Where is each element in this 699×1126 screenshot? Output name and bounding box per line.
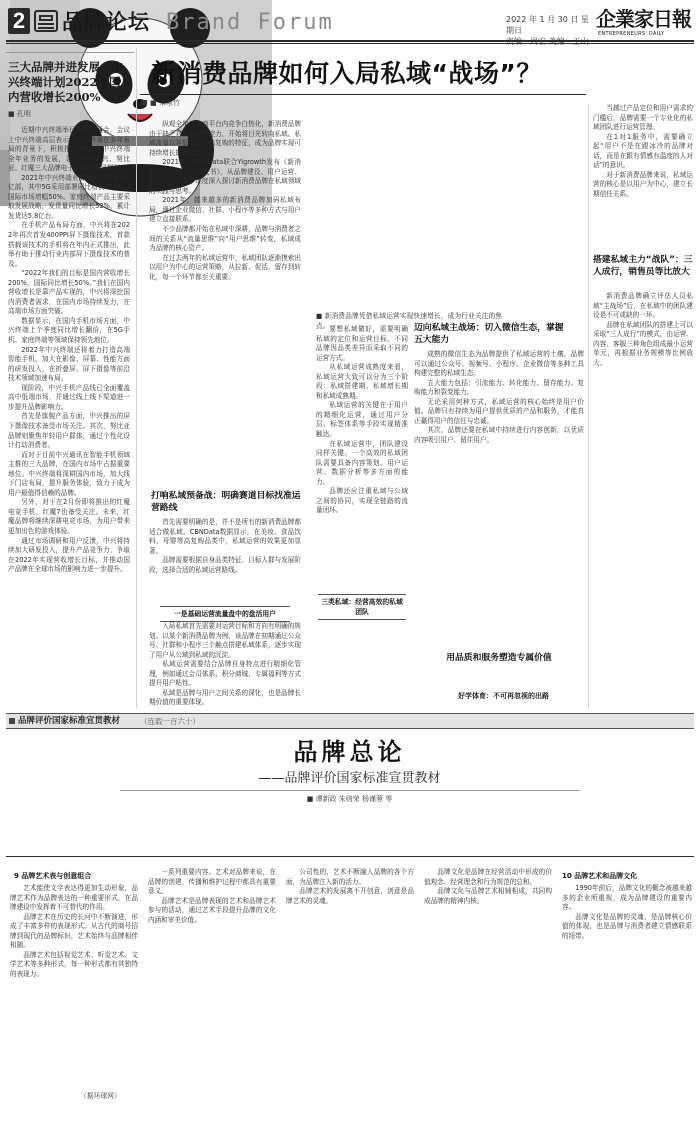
paragraph: 品牌艺术包括视觉艺术、听觉艺术、文学艺术等多种形式，每一种形式都有其独特的表现力。	[10, 950, 138, 978]
paragraph: 2021年中兴终端业务全年出货量超1亿部，其中5G采用部署同比增长150%，国际市场增幅50%。家庭终端产品主要采取发展战略，发货量同比增长52%，累计发货达5.8亿台。	[8, 173, 130, 220]
column-divider	[588, 104, 589, 708]
sidebar-author: ■ 孔明	[8, 110, 31, 118]
paragraph: 无论采用何种方式，私域运营的核心始终是用户价值。品牌只有持续为用户提供优质的产品和服务，才能真正赢得用户的信任与忠诚。	[414, 397, 584, 425]
paragraph: “2022年我们的目标是国内营收增长200%，国际同比增长50%。”我们在国内营收增长是靠产品实现的，中兴将深挖国内消费者需求，在国内市场持续发力，在高端市场方面突破。	[8, 269, 130, 316]
paragraph: 不少品牌都开始在私域中深耕，品牌与消费者之间的关系从“流量思维”向“用户思维”转变，私域成为品牌的核心资产。	[149, 225, 301, 253]
bottom-column-2	[148, 868, 276, 1118]
section-title: 品牌论坛	[62, 10, 150, 34]
photo-caption: ■ 新消费品牌凭借私域运营实现快速增长，成为行业关注的焦点。	[316, 312, 502, 330]
article-byline: ■ 宋寒竹	[150, 99, 180, 107]
sidebar-headline: 三大品牌并进发展，中兴终端计划2022年国内营收增长200%	[8, 60, 123, 104]
paragraph: 通过市场调研和用户反馈，中兴将持续加大研发投入，提升产品竞争力，争取在2022年实现营收增长目标，并推动国产品牌在全球市场的影响力进一步提升。	[8, 536, 130, 574]
paragraph: 2022年中兴终端还将着力打造高端智能手机，加大在影像、屏幕、性能方面的研发投入，在折叠屏、屏下摄像等前沿技术领域加速布局。	[8, 345, 130, 383]
subhead-4: 用品质和服务塑造专属价值	[446, 653, 552, 663]
paragraph: 数据显示，在国内手机市场方面，中兴终端上个季度同比增长翻倍，在5G手机、家庭终端等领域保持领先地位。	[8, 316, 130, 345]
issue-weekday: 星期日	[506, 15, 589, 35]
page-number: 2	[8, 8, 30, 34]
bottom-column-4	[424, 868, 552, 1118]
subhead-1: 打响私域预备战：明确赛道目标找准运营路线	[151, 491, 301, 513]
paragraph: 1990年前后，品牌文化的概念被越来越多的企业所重视，成为品牌建设的重要内容。	[562, 884, 692, 912]
paragraph: 品牌文化是品牌的灵魂，是品牌核心价值的体现，也是品牌与消费者建立情感联系的纽带。	[562, 912, 692, 940]
bottom-rule	[6, 856, 694, 857]
paragraph: 私域运营的关键在于用户的精细化运营，通过用户分层、标签体系等手段实现精准触达。	[316, 401, 408, 439]
article-column-1	[149, 120, 301, 472]
paragraph: 新消费品牌确立评估人员私域“主战场”后，在私域中的团队建设是不可或缺的一环。	[593, 292, 693, 320]
paragraph: 成熟的微信生态为品牌提供了私域运营的土壤。品牌可以通过公众号、视频号、小程序、企业微信等多种工具构建完整的私域生态。	[414, 350, 584, 378]
article-column-4	[414, 350, 584, 570]
paragraph: 对于新消费品牌来说，私域运营的核心是以用户为中心，建立长期信任关系。	[593, 170, 693, 198]
subhead-5: 好学体育：不可再忽视的出路	[458, 692, 549, 700]
paragraph: 品牌需要根据自身品类特征、目标人群与发展阶段，选择合适的私域运营路线。	[149, 556, 301, 574]
article-title: 新消费品牌如何入局私域“战场”？	[151, 59, 542, 88]
paragraph: 品牌文化是品牌在经营活动中形成的价值观念、经营理念和行为规范的总和。	[424, 868, 552, 886]
paragraph: 其次，品牌还要在私域中持续进行内容创新，以优质内容吸引用户、留住用户。	[414, 426, 584, 444]
bottom-col1-head: 9 品牌艺术表与创意组合	[14, 872, 92, 880]
paragraph: 首先需要明确的是，并不是所有的新消费品牌都适合做私域。CBNData数据显示，在美妆、食品饮料、母婴等高复购品类中，私域运营的效果更加显著。	[149, 518, 301, 555]
paragraph: 品牌艺术是品牌表现的艺术和品牌艺术参与的活动，通过艺术手段提升品牌的文化内涵和审美价值。	[148, 896, 276, 924]
paragraph: 五大能力包括：引流能力、转化能力、留存能力、复购能力和裂变能力。	[414, 378, 584, 397]
paragraph: 首先是旗舰产品方面，中兴推出的屏下摄像技术备受市场关注。其次，努比亚品牌则聚焦年轻用户群体，通过个性化设计打动消费者。	[8, 412, 130, 450]
subhead-3: 搭建私域主力“战队”：三人成行，销售员等比放大	[593, 255, 693, 277]
series-banner-issue: （连载一百六十）	[140, 717, 200, 726]
bottom-col5-head: 10 品牌艺术和品牌文化	[562, 872, 638, 880]
paragraph: 品牌还应注重私域与公域之间的协同，实现全链路的流量闭环。	[316, 487, 408, 515]
paragraph: 品牌文化与品牌艺术相辅相成，共同构成品牌的精神内核。	[424, 887, 552, 905]
pull-quote-1: 一是基础运营流量盘中的盘活用户	[160, 606, 290, 622]
paragraph: 近期中兴终端举行媒体沟通会，会议上中兴终端高层表示，中兴终端在多年布局的背景下，积极推进2022年中兴终端全年业务的发展，以及数字中兴、努比亚、红魔三大品牌电子品牌的发展规划。	[8, 126, 130, 173]
bottom-column-3	[286, 868, 414, 1118]
paragraph: 在手机产品布局方面，中兴将在2022年再次首发400PPI屏下摄像技术，首款搭载该技术的手机将在年内正式推出，此举有助于推动行业内部屏下摄像技术的普及。	[8, 221, 130, 268]
paragraph: 现阶段，中兴手机产品线已全面覆盖高中低端市场，并通过线上线下渠道进一步提升品牌影响力。	[8, 383, 130, 411]
section-title-en: Brand Forum	[166, 10, 334, 35]
article-column-2	[149, 622, 301, 708]
title-rule	[120, 790, 580, 791]
paragraph: 私域是品牌与用户之间关系的深化，也是品牌长期价值的重要体现。	[149, 688, 301, 707]
series-subtitle: ——品牌评价国家标准宣贯教材	[258, 771, 441, 786]
paragraph: 品牌艺术在历史的长河中不断演进，形成了丰富多样的表现形式。从古代的商号招牌到现代的品牌标识，艺术始终与品牌相伴相随。	[10, 912, 138, 950]
series-title: 品牌总论	[293, 738, 406, 766]
byline-marker	[142, 100, 147, 105]
paragraph: 当越过产品定位和用户需求的门槛后，品牌需要一个专业化的私域团队进行运营管理。	[593, 104, 693, 132]
paragraph: 在过去两年的私域运营中，私域团队逐渐摸索出以用户为中心的运营策略，从拉新、促活、留存到转化，每一个环节都至关重要。	[149, 253, 301, 281]
column-divider	[136, 48, 137, 708]
paragraph: 纵观全年，电商平台内竞争白热化，新消费品牌由于缺乏对流量的把控力，开始将目光转向私域。私域流量以其低成本、高复购的特征，成为品牌实现可持续增长的重要方式。	[149, 120, 301, 157]
pull-quote-2: 三类私域：经营高效的私域团队	[318, 594, 406, 620]
banner-marker	[9, 718, 15, 724]
byline-rule	[140, 94, 586, 95]
series-banner-title: 品牌评价国家标准宣贯教材	[18, 716, 121, 726]
paragraph: 私域运营需要结合品牌自身特点进行精细化管理，例如通过会员体系、积分商城、专属福利等方式提升用户粘性。	[149, 660, 301, 688]
paragraph: 而对于目前中兴通讯在智能手机领域主推的三大品牌，在国内市场中占据重要地位。中兴终端将深耕国内市场，加大线下门店布局，提升服务体验，致力于成为用户最值得信赖的品牌。	[8, 450, 130, 497]
paragraph: 在私域运营中，团队建设同样关键。一个高效的私域团队需要具备内容策划、用户运营、数据分析等多方面的能力。	[316, 439, 408, 486]
article-column-5	[593, 104, 693, 254]
paragraph: 品牌在私域团队的搭建上可以采取“三人成行”的模式，由运营、内容、客服三种角色组成最小运营单元，再根据业务规模等比例放大。	[593, 320, 693, 367]
paragraph: 2021年，CBNData联合Yigrowth发布《新消费品牌私域运营白皮书》，从品牌建设、用户运营、数据分析等多个维度深入探讨新消费品牌在私域领域的实践与思考。	[149, 158, 301, 195]
paragraph: 2021年，越来越多的新消费品牌加码私域布局，通过企业微信、社群、小程序等多种方式与用户建立直接联系。	[149, 196, 301, 224]
paragraph: 要想私域做好，需要明确私域的定位和运营目标，不同品牌因品类差异而采取不同的运营方式。	[316, 325, 408, 362]
article-column-5b	[593, 292, 693, 708]
article-column-1b	[149, 518, 301, 606]
paragraph: 公司性的，艺术不断融入品牌的各个方面，为品牌注入新的活力。	[286, 868, 414, 886]
subhead-2: 迈向私域主战场：切入微信生态，掌握五大能力	[414, 323, 564, 345]
paragraph: 艺术能使文字表达得更加生动形象，品牌艺术作为品牌表达的一种重要形式，在品牌建设中发挥着不可替代的作用。	[10, 884, 138, 912]
paragraph: 另外，对于在2月份即将推出的红魔电竞手机，红魔7也备受关注。未来，红魔品牌将继续深耕电竞市场，为用户带来更加出色的游戏体验。	[8, 498, 130, 535]
issue-date: 2022 年 1 月 30 日	[506, 15, 579, 24]
sidebar-rule	[6, 52, 134, 53]
paragraph: 入局私域首先需要对运营目标和方向有明确的规划。以某个新消费品牌为例，该品牌在初期通过公众号、社群和小程序三个触点搭建私域体系，逐步实现了用户从公域到私域的沉淀。	[149, 622, 301, 659]
paper-name: 企業家日報	[596, 7, 691, 31]
masthead-rule-thin	[6, 43, 694, 44]
paragraph: 在1对1服务中，需要确立起“用户不是在跟冰冷的品牌对话，而是在跟有情感有温度的人对话”的意识。	[593, 132, 693, 170]
paper-name-en: ENTREPRENEURS' DAILY	[598, 31, 665, 37]
section-logo-icon	[34, 10, 58, 32]
paragraph: 品牌艺术的发展离不开创意，创意是品牌艺术的灵魂。	[286, 887, 414, 905]
article-column-3	[316, 325, 408, 705]
paragraph: 从私域运营成熟度来看，私域运营大致可以分为三个阶段：私域搭建期、私域增长期和私域成熟期。	[316, 363, 408, 400]
series-authors: ■ 谭新政 朱则荣 杨谨蓉 等	[306, 795, 393, 803]
bottom-column-5	[562, 884, 692, 1118]
sidebar-source: （据环球网）	[80, 1092, 121, 1100]
bottom-column-1	[10, 884, 138, 1118]
paragraph: 一系列重要内容。艺术对品牌来说，在品牌的创建、传播和维护过程中都具有重要意义。	[148, 868, 276, 896]
masthead-rule	[6, 40, 694, 42]
